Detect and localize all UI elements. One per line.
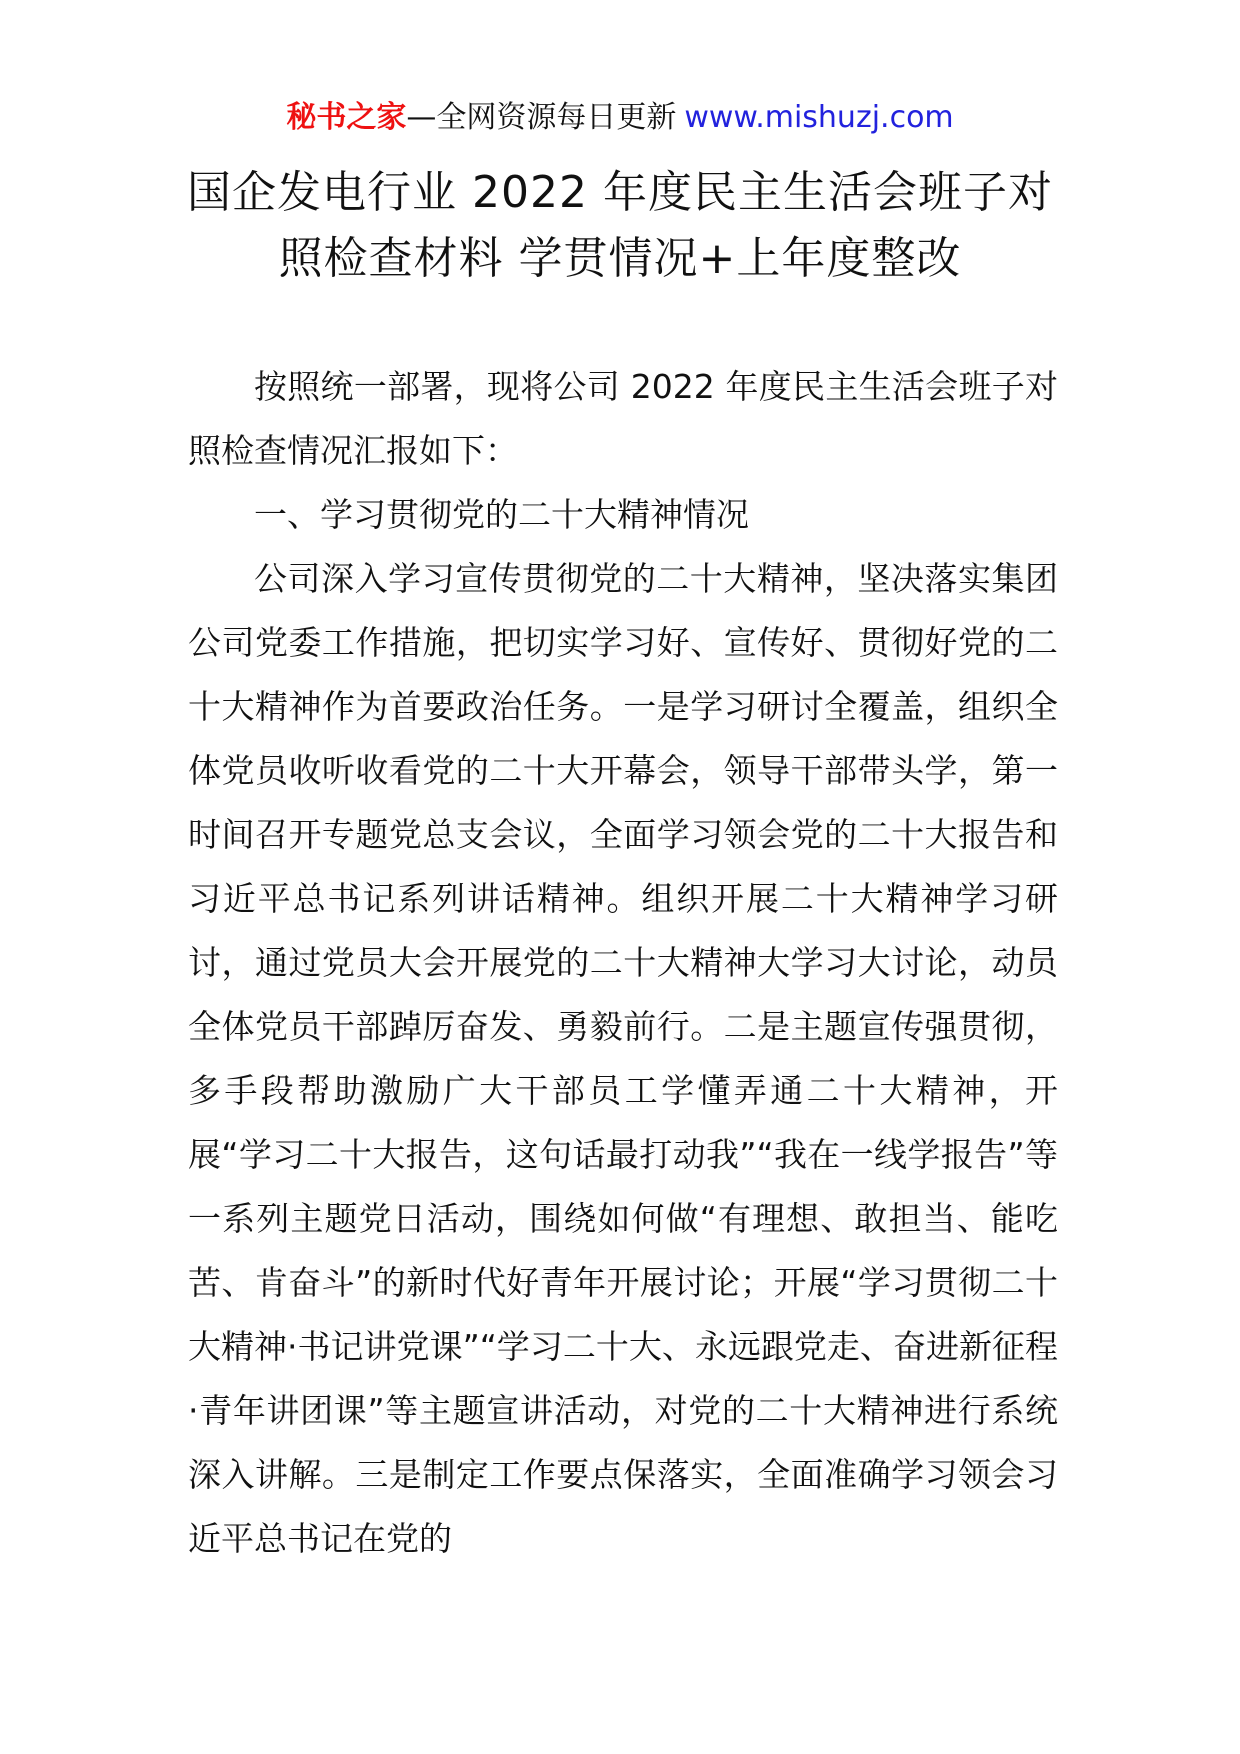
intro-paragraph: 按照统一部署，现将公司 2022 年度民主生活会班子对照检查情况汇报如下： [188, 367, 1058, 470]
section-paragraph: 公司深入学习宣传贯彻党的二十大精神，坚决落实集团公司党委工作措施，把切实学习好、宣传好、贯彻好党的二十大精神作为首要政治任务。一是学习研讨全覆盖，组织全体党员收听收看党的二十大开幕会，领导干部带头学，第一时间召开专题党总支会议，全面学习领会党的二十大报告和习近平总书记系列讲话精神。组织开展二十大精神学习研讨，通过党员大会开展党的二十大精神大学习大讨论，动员全体党员干部踔厉奋发、勇毅前行。二是主题宣传强贯彻，多手段帮助激励广大干部员工学懂弄通二十大精神，开展“学习二十大报告，这句话最打动我”“我在一线学报告”等一系列主题党日活动，围绕如何做“有理想、敢担当、能吃苦、肯奋斗”的新时代好青年开展讨论；开展“学习贯彻二十大精神·书记讲党课”“学习二十大、永远跟党走、奋进新征程·青年讲团课”等主题宣讲活动，对党的二十大精神进行系统深入讲解。三是制定工作要点保落实，全面准确学习领会习近平总书记在党的 [188, 559, 1058, 1558]
site-tagline: —全网资源每日更新 [406, 100, 677, 135]
document-title-line-2: 照检查材料 学贯情况+上年度整改 [278, 233, 962, 284]
site-brand[interactable]: 秘书之家 [286, 100, 407, 135]
document-title-line-1: 国企发电行业 2022 年度民主生活会班子对 [187, 167, 1053, 218]
document-body [188, 355, 1058, 1571]
document-title [150, 160, 1090, 292]
section-heading: 一、学习贯彻党的二十大精神情况 [254, 495, 749, 534]
site-url-link[interactable]: www.mishuzj.com [684, 100, 954, 135]
site-header [0, 96, 1240, 140]
